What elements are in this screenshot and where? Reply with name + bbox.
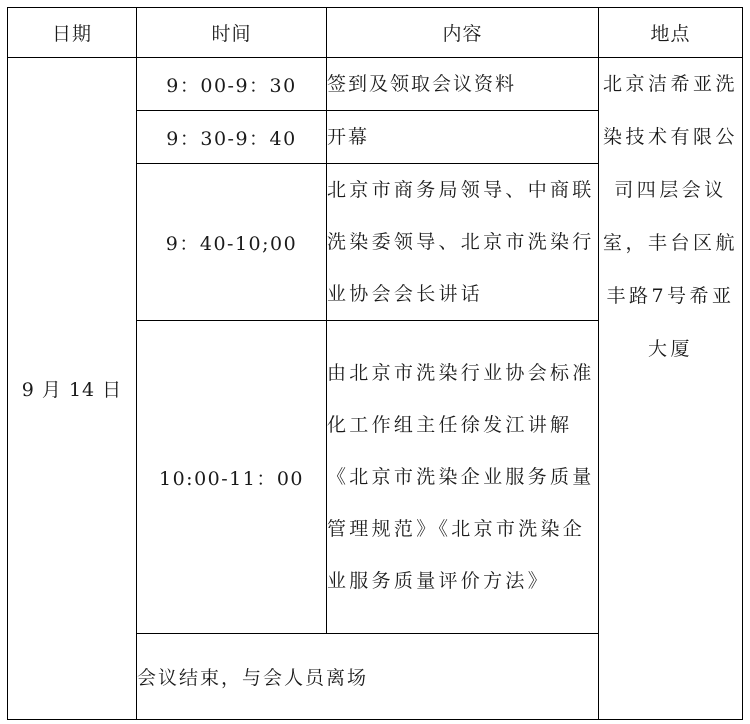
time-cell-1: 9：00-9：30 [137,58,327,111]
content-cell-1 [327,58,599,111]
date-cell: 9 月 14 日 [8,58,137,720]
content-text-4: 由北京市洗染行业协会标准化工作组主任徐发江讲解《北京市洗染企业服务质量管理规范》《北京市洗染企业服务质量评价方法》 [327,362,595,592]
time-cell-4: 10:00-11：00 [137,321,327,634]
time-cell-2: 9：30-9：40 [137,111,327,164]
header-content: 内容 [327,8,599,58]
header-time: 时间 [137,8,327,58]
agenda-row-1 [8,58,743,111]
location-cell: 北京洁希亚洗染技术有限公司四层会议室，丰台区航丰路7号希亚大厦 [599,58,743,720]
content-cell-2 [327,111,599,164]
content-text-2: 开幕 [327,126,370,148]
header-row [8,8,743,58]
content-cell-3 [327,164,599,321]
content-cell-4 [327,321,599,634]
header-location: 地点 [599,8,743,58]
closing-cell: 会议结束，与会人员离场 [137,634,599,720]
time-cell-3: 9：40-10;00 [137,164,327,321]
content-text-3: 北京市商务局领导、中商联洗染委领导、北京市洗染行业协会会长讲话 [327,179,595,305]
header-date: 日期 [8,8,137,58]
agenda-table [7,7,743,720]
content-text-1: 签到及领取会议资料 [327,73,517,95]
